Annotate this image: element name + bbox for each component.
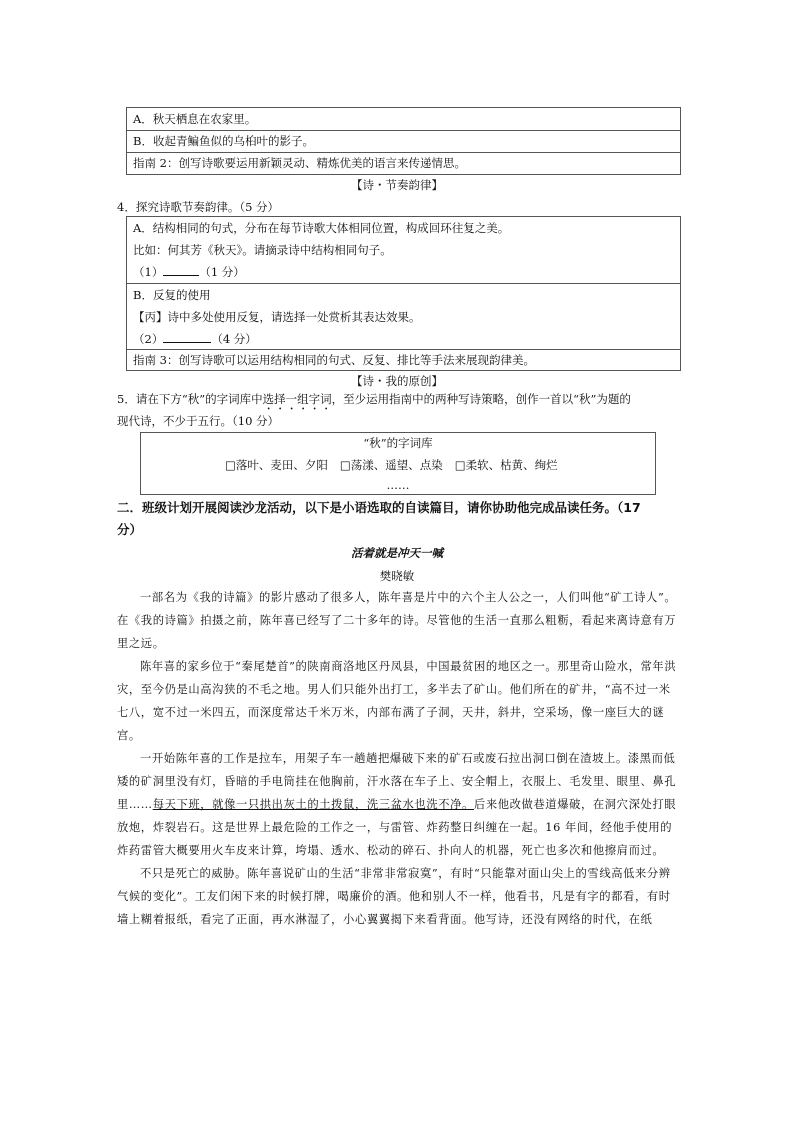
answer-2-number: （2） <box>133 332 164 346</box>
question-5-line1 <box>117 391 631 413</box>
question-4-title: 4．探究诗歌节奏韵律。（5 分） <box>117 200 280 214</box>
guide-3: 指南 3：创写诗歌可以运用结构相同的句式、反复、排比等手法来展现韵律美。 <box>133 353 535 367</box>
rhythm-a-example: 比如：何其芳《秋天》。请摘录诗中结构相同句子。 <box>133 243 392 257</box>
answer-1-line <box>133 264 245 280</box>
word-bank <box>140 432 656 495</box>
question-5-line2: 现代诗，不少于五行。（10 分） <box>117 414 280 428</box>
q5-text-post: ，至少运用指南中的两种写诗策略，创作一首以“秋”为题的 <box>331 392 631 406</box>
word-bank-ellipsis: …… <box>386 478 410 492</box>
answer-2-blank[interactable] <box>163 331 211 343</box>
option-a: A．秋天栖息在农家里。 <box>133 112 257 126</box>
rhythm-b-prompt: 【丙】诗中多处使用反复，请选择一处赏析其表达效果。 <box>133 310 421 324</box>
rhythm-a-title: A．结构相同的句式，分布在每节诗歌大体相同位置，构成回环往复之美。 <box>133 221 510 235</box>
answer-1-number: （1） <box>133 265 164 279</box>
rhythm-b-title: B．反复的使用 <box>133 288 211 302</box>
word-option-1[interactable]: □落叶、麦田、夕阳 <box>225 458 328 472</box>
answer-1-score: （1 分） <box>199 265 245 279</box>
option-b: B．收起青鳊鱼似的乌桕叶的影子。 <box>133 134 314 148</box>
article-title: 活着就是冲天一喊 <box>351 546 443 560</box>
article-paragraph-1: 一部名为《我的诗篇》的影片感动了很多人，陈年喜是片中的六个主人公之一，人们叫他“矿工诗人”。在《我的诗篇》拍摄之前，陈年喜已经写了二十多年的诗。尽管他的生活一直那么粗粝，看起来离诗意有万里之远。 <box>117 591 677 650</box>
answer-2-line <box>133 331 257 347</box>
article-paragraph-2: 陈年喜的家乡位于“秦尾楚首”的陕南商洛地区丹凤县，中国最贫困的地区之一。那里奇山险水，常年洪灾，至今仍是山高沟狭的不毛之地。男人们只能外出打工，多半去了矿山。他们所在的矿井，“高不过一米七八，宽不过一米四五，而深度常达千米万米，内部布满了子洞，天井，斜井，空采场，像一座巨大的谜宫。 <box>117 660 677 742</box>
word-bank-options <box>225 457 558 473</box>
part2-heading-line1: 二．班级计划开展阅读沙龙活动，以下是小语选取的自读篇目，请你协助他完成品读任务。（17 <box>117 500 641 515</box>
article-paragraph-3 <box>117 747 679 862</box>
q5-text-pre: 5．请在下方“秋”的字词库中 <box>117 392 263 406</box>
guide-2: 指南 2：创写诗歌要运用新颖灵动、精炼优美的语言来传递情思。 <box>133 156 466 170</box>
section-rhythm-heading: 【诗・节奏韵律】 <box>351 178 443 192</box>
word-option-2[interactable]: □荡漾、遥望、点染 <box>339 458 443 472</box>
part2-heading-line2: 分） <box>117 522 143 537</box>
options-table <box>126 107 681 175</box>
answer-2-score: （4 分） <box>211 332 257 346</box>
p3-underlined: 每天下班，就像一只拱出灰土的土拨鼠，洗三盆水也洗不净。 <box>152 798 474 811</box>
answer-1-blank[interactable] <box>163 264 199 276</box>
p3-text-pre: 一开始陈年喜的工作是拉车，用架子车一趟趟把爆破下来的矿石或废石拉出洞口倒在渣坡上。漆黑而低矮的矿洞里没有灯，昏暗的手电筒挂在他胸前，汗水落在车子上、安全帽上，衣服上、毛发里、眼里、鼻孔里…… <box>117 752 677 811</box>
word-option-3[interactable]: □柔软、枯黄、绚烂 <box>454 458 558 472</box>
article-paragraph-4: 不只是死亡的威胁。陈年喜说矿山的生活“非常非常寂寞”，有时“只能靠对面山尖上的雪线高低来分辨气候的变化”。工友们闲下来的时候打牌，喝廉价的酒。他和别人不一样，他看书，凡是有字的都看，有时墙上糊着报纸，看完了正面，再水淋湿了，小心翼翼揭下来看背面。他写诗，还没有网络的时代，在纸 <box>117 867 671 926</box>
section-creation-heading: 【诗・我的原创】 <box>351 374 443 388</box>
article-author: 樊晓敏 <box>379 569 415 583</box>
word-bank-title: “秋”的字词库 <box>363 436 433 450</box>
rhythm-table <box>126 216 681 371</box>
p3-text-post: 后来他改做巷道爆破，在洞穴深处打眼放炮，炸裂岩石。这是世界上最危险的工作之一，与雷管、炸药整日纠缠在一起。16 年间，经他手使用的炸药雷管大概要用火车皮来计算，垮塌、透水、松动的碎石、扑向人的机器，死亡也多次和他擦肩而过。 <box>117 798 677 857</box>
q5-emphasis: 选择一组字词 <box>262 392 332 406</box>
